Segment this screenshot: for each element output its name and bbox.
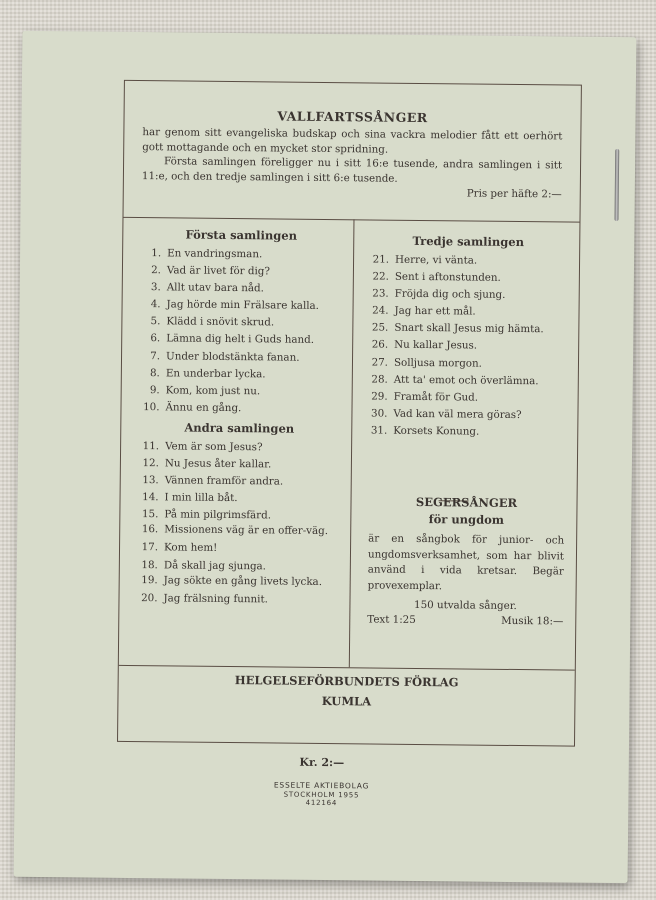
content-frame <box>117 80 582 747</box>
song-number: 19. <box>141 573 158 586</box>
song-title: Kom, kom just nu. <box>165 384 261 398</box>
song-title: Lämna dig helt i Guds hand. <box>166 332 315 347</box>
cover-price: Kr. 2:— <box>299 755 345 770</box>
song-title: Under blodstänkta fanan. <box>165 349 300 364</box>
song-title: Allt utav bara nåd. <box>166 281 264 295</box>
tredje-heading: Tredje samlingen <box>412 233 525 250</box>
publisher <box>118 669 574 714</box>
song-item <box>359 405 573 424</box>
song-number: 13. <box>142 474 159 487</box>
song-number: 9. <box>149 383 160 397</box>
segersanger-count: 150 utvalda sånger. <box>413 599 517 613</box>
song-title: Missionens väg är en offer-väg. <box>164 523 329 538</box>
song-number: 20. <box>141 591 158 604</box>
song-number: 8. <box>149 366 160 379</box>
booklet-back-cover <box>14 31 637 883</box>
staple <box>614 149 619 221</box>
music-price: Musik 18:— <box>501 615 564 628</box>
song-title: Vad kan väl mera göras? <box>393 407 522 421</box>
song-number: 14. <box>142 491 159 504</box>
intro-price: Pris per häfte 2:— <box>466 187 562 201</box>
song-number: 1. <box>151 247 162 260</box>
column-right <box>359 233 575 441</box>
song-number: 4. <box>150 298 161 311</box>
song-item <box>360 354 574 373</box>
printer-city: STOCKHOLM 1955 <box>283 790 360 799</box>
song-item <box>360 371 574 390</box>
column-left <box>129 227 349 609</box>
song-item <box>131 399 347 418</box>
song-number: 18. <box>141 558 158 571</box>
andra-heading: Andra samlingen <box>184 420 295 436</box>
tredje-song-list <box>359 251 575 441</box>
song-number: 17. <box>141 541 159 554</box>
segersanger-ad <box>367 493 564 628</box>
text-price: Text 1:25 <box>367 613 416 627</box>
song-number: 5. <box>150 315 161 328</box>
song-title: Vad är livet för dig? <box>166 264 270 278</box>
song-title: Jag frälsning funnit. <box>163 591 268 606</box>
song-title: Vem är som Jesus? <box>165 440 263 454</box>
song-title: Nu Jesus åter kallar. <box>164 457 272 471</box>
song-title: Ännu en gång. <box>165 401 242 414</box>
song-title: En vandringsman. <box>167 247 263 261</box>
printer-name: ESSELTE AKTIEBOLAG <box>273 780 370 791</box>
song-title: Snart skall Jesus mig hämta. <box>394 322 544 336</box>
song-title: En underbar lycka. <box>165 366 266 381</box>
song-title: Korsets Konung. <box>393 424 480 438</box>
divider-top <box>123 217 579 223</box>
song-title: Klädd i snövit skrud. <box>166 315 275 329</box>
song-title: Kom hem! <box>163 541 218 555</box>
song-number: 12. <box>142 457 159 470</box>
song-number: 2. <box>151 264 162 277</box>
song-number: 27. <box>371 356 389 369</box>
printer-info <box>14 779 628 811</box>
song-number: 6. <box>150 332 161 345</box>
song-number: 10. <box>143 400 160 414</box>
intro-line-2: Första samlingen föreligger nu i sitt 16:e tusende, andra samlingen i sitt 11:e, och den tredje samlingen i sitt 6:e tusende. <box>141 155 563 185</box>
song-number: 25. <box>371 321 389 335</box>
song-title: Solljusa morgon. <box>393 356 483 370</box>
song-item <box>360 337 574 356</box>
song-title: Då skall jag sjunga. <box>163 558 267 572</box>
intro-line-1: har genom sitt evangeliska budskap och sina vackra melodier fått ett oerhört gott mottagande och en mycket stor spridning. <box>142 126 563 156</box>
song-number: 7. <box>150 349 161 362</box>
intro-text <box>142 125 563 202</box>
song-number: 23. <box>372 287 389 300</box>
song-title: Fröjda dig och sjung. <box>394 287 506 302</box>
segersanger-prices <box>367 613 563 629</box>
song-title: Jag hörde min Frälsare kalla. <box>166 298 320 313</box>
song-item <box>360 388 574 407</box>
andra-song-list <box>129 438 347 609</box>
forsta-heading: Första samlingen <box>185 227 298 243</box>
segersanger-title: SEGERSÅNGER <box>415 494 518 511</box>
song-title: Herre, vi vänta. <box>395 253 478 267</box>
song-number: 3. <box>150 281 161 294</box>
song-number: 24. <box>372 304 389 317</box>
song-item <box>130 574 346 589</box>
song-number: 28. <box>371 373 388 386</box>
song-title: Jag sökte en gång livets lycka. <box>163 573 323 588</box>
song-title: Nu kallar Jesus. <box>394 339 478 353</box>
intro-title: VALLFARTSSÅNGER <box>277 108 428 126</box>
divider-vertical <box>349 219 355 667</box>
song-number: 16. <box>141 523 159 536</box>
printer-number: 412164 <box>305 798 338 808</box>
song-number: 15. <box>141 508 159 521</box>
song-title: Att ta' emot och överlämna. <box>393 373 539 387</box>
song-number: 31. <box>370 424 388 437</box>
publisher-name: HELGELSEFÖRBUNDETS FÖRLAG <box>234 673 459 690</box>
forsta-song-list <box>131 245 349 418</box>
song-item <box>130 523 346 538</box>
song-number: 26. <box>371 338 389 352</box>
publisher-city: KUMLA <box>321 693 372 709</box>
song-title: Framåt för Gud. <box>393 390 479 404</box>
song-number: 11. <box>142 440 160 453</box>
song-title: Sent i aftonstunden. <box>394 270 501 284</box>
song-number: 30. <box>371 407 388 420</box>
song-title: Vännen framför andra. <box>164 474 284 488</box>
segersanger-description: är en sångbok för junior- och ungdomsverksamhet, som har blivit använd i vida kretsar. Begär provexemplar. <box>367 532 565 593</box>
song-number: 22. <box>372 270 389 283</box>
song-number: 29. <box>371 390 388 403</box>
song-title: Jag har ett mål. <box>394 305 476 318</box>
song-title: I min lilla båt. <box>164 491 238 505</box>
segersanger-subtitle: för ungdom <box>428 512 505 527</box>
song-number: 21. <box>372 253 390 266</box>
song-title: På min pilgrimsfärd. <box>164 508 272 522</box>
song-item <box>129 590 345 609</box>
song-item <box>359 422 573 441</box>
